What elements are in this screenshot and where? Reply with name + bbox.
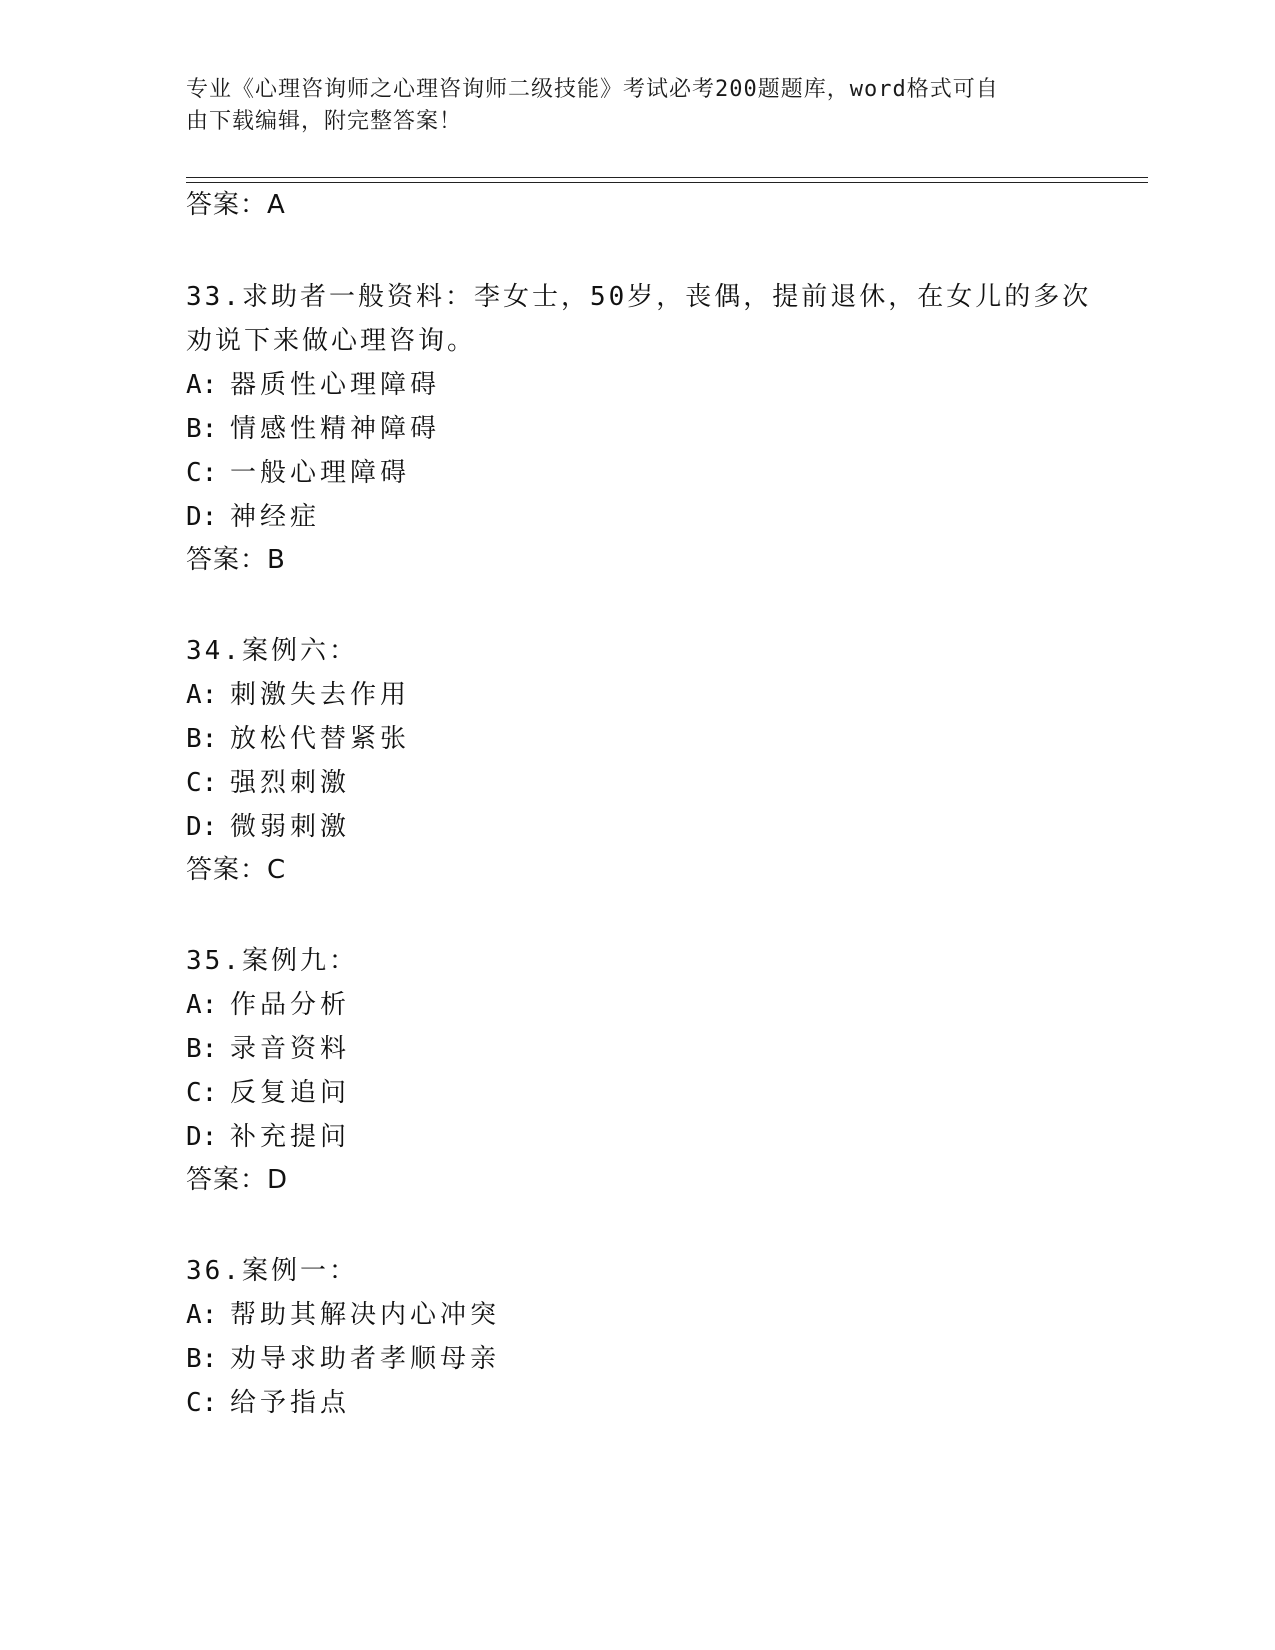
option-letter: A: bbox=[186, 1300, 218, 1330]
question-35-answer: 答案：D bbox=[186, 1165, 289, 1195]
question-35-option-d bbox=[186, 1120, 350, 1154]
question-36-option-b bbox=[186, 1342, 500, 1376]
option-letter: A: bbox=[186, 370, 218, 400]
question-33-option-a bbox=[186, 368, 440, 402]
header-line-2: 由下载编辑，附完整答案！ bbox=[186, 109, 463, 134]
option-letter: D: bbox=[186, 502, 218, 532]
document-header bbox=[186, 74, 1066, 138]
option-letter: C: bbox=[186, 768, 218, 798]
option-letter: A: bbox=[186, 680, 218, 710]
question-36-text: 36.案例一： bbox=[186, 1256, 358, 1286]
option-text: 放松代替紧张 bbox=[230, 724, 411, 754]
option-text: 神经症 bbox=[230, 502, 321, 532]
question-33-text-line-2: 劝说下来做心理咨询。 bbox=[186, 326, 477, 356]
option-text: 情感性精神障碍 bbox=[230, 414, 441, 444]
option-text: 作品分析 bbox=[230, 990, 351, 1020]
question-33-option-d bbox=[186, 500, 320, 534]
option-text: 劝导求助者孝顺母亲 bbox=[230, 1344, 501, 1374]
option-letter: B: bbox=[186, 1034, 218, 1064]
option-text: 微弱刺激 bbox=[230, 812, 351, 842]
question-33-answer: 答案：B bbox=[186, 545, 286, 575]
option-letter: D: bbox=[186, 1122, 218, 1152]
header-line-1: 专业《心理咨询师之心理咨询师二级技能》考试必考200题题库，word格式可自 bbox=[186, 77, 999, 102]
question-34-option-c bbox=[186, 766, 350, 800]
question-34-text: 34.案例六： bbox=[186, 636, 358, 666]
option-text: 一般心理障碍 bbox=[230, 458, 411, 488]
option-letter: B: bbox=[186, 724, 218, 754]
header-rule-bottom bbox=[186, 182, 1148, 183]
question-33-text-line-1: 33.求助者一般资料：李女士，50岁，丧偶，提前退休，在女儿的多次 bbox=[186, 282, 1092, 312]
header-rule-top bbox=[186, 177, 1148, 178]
question-35-option-c bbox=[186, 1076, 350, 1110]
question-33-option-b bbox=[186, 412, 440, 446]
option-text: 给予指点 bbox=[230, 1388, 351, 1418]
option-text: 刺激失去作用 bbox=[230, 680, 411, 710]
option-letter: C: bbox=[186, 1078, 218, 1108]
option-text: 补充提问 bbox=[230, 1122, 351, 1152]
option-letter: B: bbox=[186, 414, 218, 444]
question-34-option-a bbox=[186, 678, 410, 712]
answer-line: 答案：A bbox=[186, 190, 286, 220]
option-text: 反复追问 bbox=[230, 1078, 351, 1108]
option-letter: B: bbox=[186, 1344, 218, 1374]
question-34-answer: 答案：C bbox=[186, 855, 287, 885]
question-34-option-d bbox=[186, 810, 350, 844]
question-35-option-a bbox=[186, 988, 350, 1022]
option-text: 强烈刺激 bbox=[230, 768, 351, 798]
question-34-option-b bbox=[186, 722, 410, 756]
question-36-option-a bbox=[186, 1298, 500, 1332]
option-text: 录音资料 bbox=[230, 1034, 351, 1064]
option-text: 器质性心理障碍 bbox=[230, 370, 441, 400]
option-letter: D: bbox=[186, 812, 218, 842]
option-text: 帮助其解决内心冲突 bbox=[230, 1300, 501, 1330]
option-letter: C: bbox=[186, 458, 218, 488]
question-36-option-c bbox=[186, 1386, 350, 1420]
question-35-option-b bbox=[186, 1032, 350, 1066]
question-33-option-c bbox=[186, 456, 410, 490]
question-35-text: 35.案例九： bbox=[186, 946, 358, 976]
option-letter: A: bbox=[186, 990, 218, 1020]
option-letter: C: bbox=[186, 1388, 218, 1418]
